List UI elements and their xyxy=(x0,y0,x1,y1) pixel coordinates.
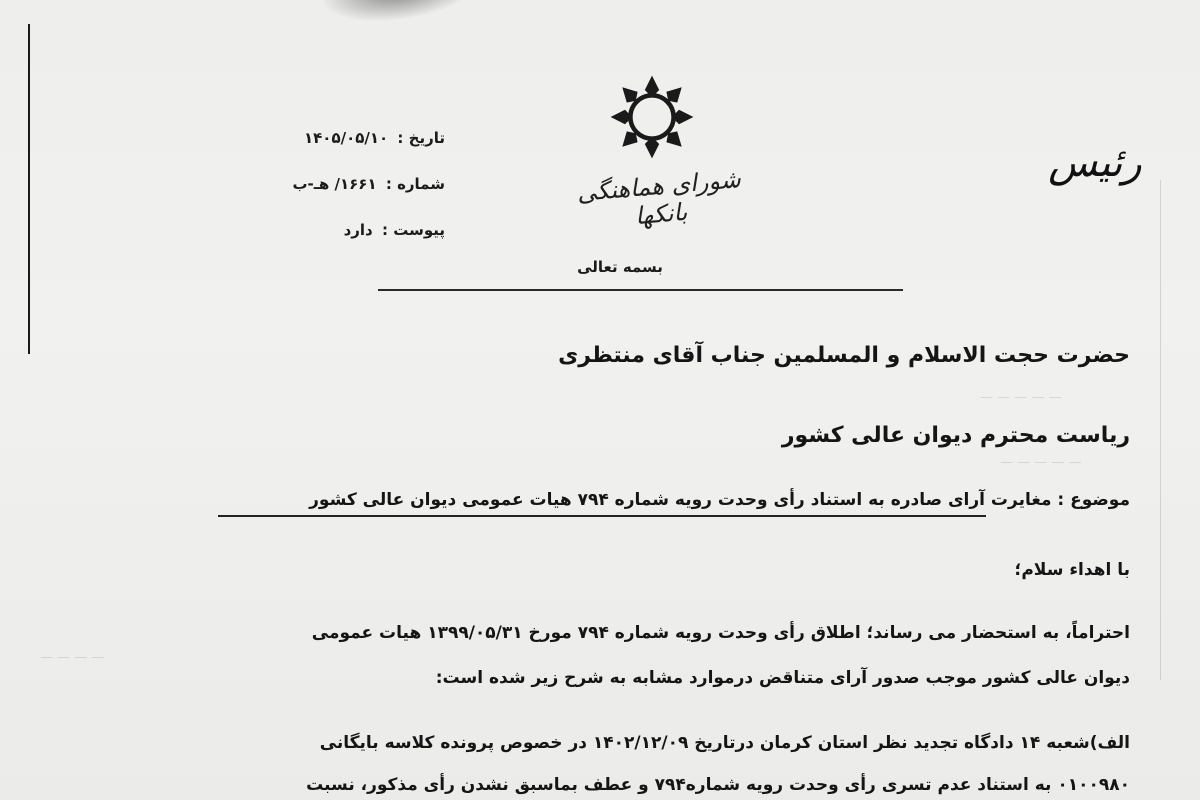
attachment-row xyxy=(200,212,445,258)
page-edge-line xyxy=(28,24,30,354)
paragraph-2-line-1: الف)شعبه ۱۴ دادگاه تجدید نظر استان کرمان درتاریخ ۱۴۰۲/۱۲/۰۹ در خصوص پرونده کلاسه بایگانی xyxy=(319,733,1130,753)
greeting: با اهداء سلام؛ xyxy=(1014,560,1130,580)
addressee-line-2: ریاست محترم دیوان عالی کشور xyxy=(781,423,1130,448)
handwritten-annotation: رئیس xyxy=(1048,140,1142,186)
organization-name: شورای هماهنگی بانکها xyxy=(575,164,742,231)
date-row xyxy=(200,120,445,166)
subject-underline xyxy=(218,515,986,517)
page-shadow xyxy=(317,0,484,31)
show-through-text: — — — — — xyxy=(1000,455,1082,470)
paragraph-1-line-1: احتراماً، به استحضار می رساند؛ اطلاق رأی وحدت رویه شماره ۷۹۴ مورخ ۱۳۹۹/۰۵/۳۱ هیات عمومی xyxy=(311,623,1130,643)
number-value: ۱۶۶۱/ هـ-ب xyxy=(292,175,377,193)
subject-line xyxy=(180,490,1130,510)
organization-emblem-icon xyxy=(607,72,697,162)
number-label: شماره : xyxy=(385,175,445,193)
basmala: بسمه تعالی xyxy=(577,258,663,276)
addressee-line-1: حضرت حجت الاسلام و المسلمین جناب آقای منتظری xyxy=(558,343,1130,368)
show-through-text: — — — — xyxy=(40,650,105,665)
subject-text: مغایرت آرای صادره به استناد رأی وحدت رویه شماره ۷۹۴ هیات عمومی دیوان عالی کشور xyxy=(309,490,1052,510)
paragraph-1-line-2: دیوان عالی کشور موجب صدور آرای متناقض درموارد مشابه به شرح زیر شده است: xyxy=(435,668,1130,688)
page-edge-line-right xyxy=(1160,180,1161,680)
show-through-text: — — — — — xyxy=(980,390,1062,405)
number-row xyxy=(200,166,445,212)
header-divider xyxy=(378,289,903,291)
subject-label: موضوع : xyxy=(1057,490,1130,510)
letter-meta xyxy=(200,120,445,258)
date-value: ۱۴۰۵/۰۵/۱۰ xyxy=(303,129,389,147)
date-label: تاریخ : xyxy=(397,129,445,147)
attachment-value: دارد xyxy=(343,221,373,239)
paragraph-2-line-2: ۰۱۰۰۹۸۰ به استناد عدم تسری رأی وحدت رویه شماره۷۹۴ و عطف بماسبق نشدن رأی مذکور، نسبت xyxy=(306,775,1130,795)
attachment-label: پیوست : xyxy=(381,221,445,239)
